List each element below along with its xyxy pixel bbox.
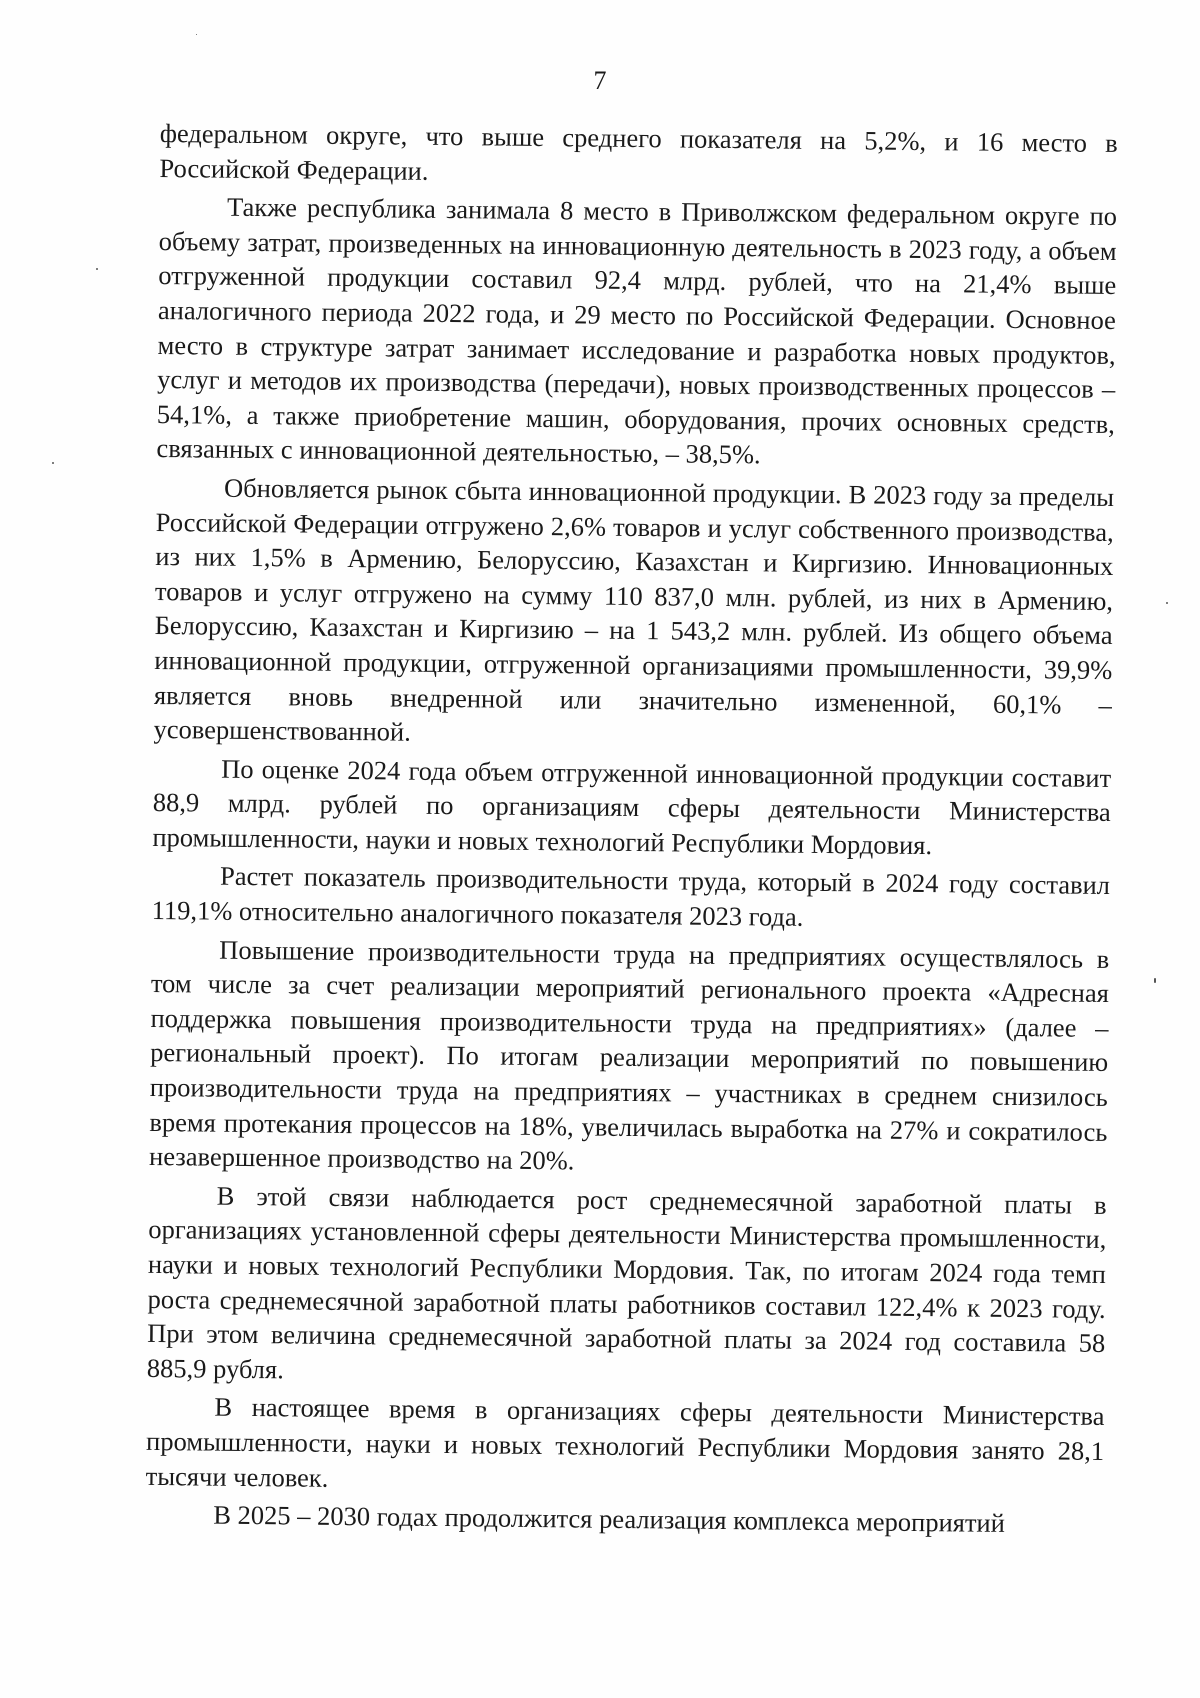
paragraph-innovation-costs: Также республика занимала 8 место в Приволжском федеральном округе по объему затрат, произведенных на инновационную деятельность в 2023 году, а объем отгруженной продукции составил 92,4 млрд. рублей, что на 21,4% выше аналогичного периода 2022 года, и 29 место по Российской Федерации. Основное место в структуре затрат занимает исследование и разработка новых продуктов, услуг и методов их производства (передачи), новых производственных процессов – 54,1%, а также приобретение машин, оборудования, прочих основных средств, связанных с инновационной деятельностью, – 38,5%.	[156, 191, 1118, 470]
scan-speck	[1154, 978, 1156, 983]
paragraph-innovation-estimate-2024: По оценке 2024 года объем отгруженной инновационной продукции составит 88,9 млрд. рублей по организациям сферы деятельности Министерства промышленности, науки и новых технологий Республики Мордовия.	[152, 753, 1112, 860]
paragraph-labor-productivity: Растет показатель производительности труда, который в 2024 году составил 119,1% относительно аналогичного показателя 2023 года.	[151, 861, 1111, 932]
document-body	[145, 116, 1118, 1546]
paragraph-innovation-rank: федеральном округе, что выше среднего показателя на 5,2%, и 16 место в Российской Федерации.	[159, 117, 1118, 186]
paragraph-average-wage: В этой связи наблюдается рост среднемесячной заработной платы в организациях установленной сферы деятельности Министерства промышленности, науки и новых технологий Республики Мордовия. Так, по итогам 2024 года темп роста среднемесячной заработной платы работников составил 122,4% к 2023 году. При этом величина среднемесячной заработной платы за 2024 год составила 58 885,9 рубля.	[146, 1180, 1107, 1385]
paragraph-regional-project: Повышение производительности труда на предприятиях осуществлялось в том числе за счет реализации мероприятий регионального проекта «Адресная поддержка повышения производительности труда на предприятиях» (далее – региональный проект). По итогам реализации мероприятий по повышению производительности труда на предприятиях – участниках в среднем снизилось время протекания процессов на 18%, увеличилась выработка на 27% и сократилось незавершенное производство на 20%.	[148, 934, 1110, 1176]
scan-speck	[1166, 602, 1168, 604]
scan-speck	[52, 462, 54, 464]
paragraph-plans-2025-2030: В 2025 – 2030 годах продолжится реализация комплекса мероприятий	[213, 1499, 1006, 1539]
scan-speck	[96, 268, 98, 270]
page-number: 7	[593, 66, 607, 95]
scan-speck	[196, 34, 197, 35]
paragraph-innovation-market: Обновляется рынок сбыта инновационной продукции. В 2023 году за пределы Российской Федерации отгружено 2,6% товаров и услуг собственного производства, из них 1,5% в Армению, Белоруссию, Казахстан и Киргизию. Инновационных товаров и услуг отгружено на сумму 110 837,0 млн. рублей, из них в Армению, Белоруссию, Казахстан и Киргизию – на 1 543,2 млн. рублей. Из общего объема инновационной продукции, отгруженной организациями промышленности, 39,9% является вновь внедренной или значительно измененной, 60,1% – усовершенствованной.	[153, 472, 1115, 747]
paragraph-employment: В настоящее время в организациях сферы деятельности Министерства промышленности, науки и новых технологий Республики Мордовия занято 28,1 тысячи человек.	[145, 1392, 1105, 1493]
